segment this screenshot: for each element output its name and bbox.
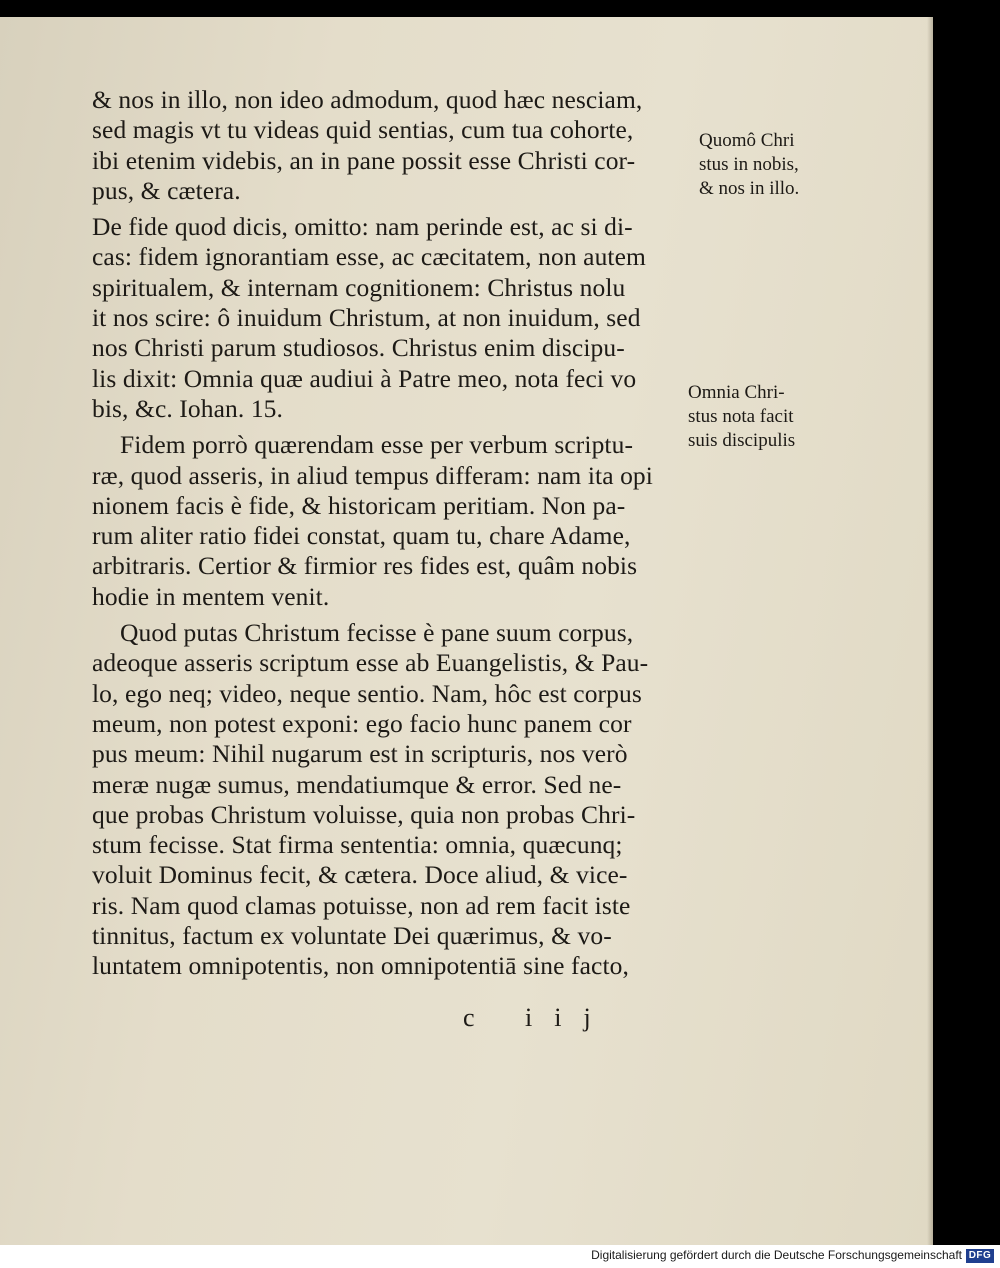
main-text-block (92, 85, 684, 982)
paragraph-1 (92, 85, 684, 206)
text-line: lis dixit: Omnia quæ audiui à Patre meo, nota feci vo (92, 363, 637, 393)
text-line: lo, ego neq; video, neque sentio. Nam, hôc est corpus (92, 678, 642, 708)
margin-note-line: suis discipulis (688, 430, 796, 451)
text-line: tinnitus, factum ex voluntate Dei quærimus, & vo- (92, 921, 612, 951)
text-line: Fidem porrò quærendam esse per verbum scriptu- (120, 430, 634, 460)
paragraph-4 (92, 618, 684, 982)
text-line: pus, & cætera. (92, 175, 241, 205)
text-line: rum aliter ratio fidei constat, quam tu, chare Adame, (92, 521, 631, 551)
text-line: arbitraris. Certior & firmior res fides est, quâm nobis (92, 551, 638, 581)
text-line: meræ nugæ sumus, mendatiumque & error. Sed ne- (92, 769, 622, 799)
footer-bar (0, 1245, 1000, 1268)
text-line: sed magis vt tu videas quid sentias, cum tua cohorte, (92, 115, 634, 145)
text-line: spiritualem, & internam cognitionem: Christus nolu (92, 272, 626, 302)
funding-credit: Digitalisierung gefördert durch die Deutsche Forschungsgemeinschaft (591, 1248, 962, 1262)
text-line: luntatem omnipotentis, non omnipotentiā sine facto, (92, 951, 629, 981)
text-line: voluit Dominus fecit, & cætera. Doce aliud, & vice- (92, 860, 628, 890)
text-line: bis, &c. Iohan. 15. (92, 393, 283, 423)
text-line: it nos scire: ô inuidum Christum, at non inuidum, sed (92, 303, 641, 333)
text-line: pus meum: Nihil nugarum est in scripturis, nos verò (92, 739, 628, 769)
text-line: meum, non potest exponi: ego facio hunc panem cor (92, 708, 632, 738)
text-line: nos Christi parum studiosos. Christus enim discipu- (92, 333, 625, 363)
text-line: cas: fidem ignorantiam esse, ac cæcitatem, non autem (92, 242, 646, 272)
text-line: ræ, quod asseris, in aliud tempus differam: nam ita opi (92, 460, 653, 490)
text-line: que probas Christum voluisse, quia non probas Chri- (92, 799, 636, 829)
text-line: hodie in mentem venit. (92, 581, 330, 611)
text-line: ibi etenim videbis, an in pane possit esse Christi cor- (92, 145, 636, 175)
text-line: De fide quod dicis, omitto: nam perinde est, ac si di- (92, 212, 633, 242)
signature-mark: c iij (463, 1003, 613, 1032)
text-line: nionem facis è fide, & historicam peritiam. Non pa- (92, 490, 626, 520)
margin-note-2 (688, 381, 828, 453)
text-line: stum fecisse. Stat firma sententia: omnia, quæcunq; (92, 830, 623, 860)
paragraph-2 (92, 212, 684, 424)
book-page (0, 17, 933, 1245)
margin-note-line: & nos in illo. (699, 178, 800, 199)
margin-note-1 (699, 129, 839, 201)
text-line: adeoque asseris scriptum esse ab Euangelistis, & Pau- (92, 648, 649, 678)
text-line: ris. Nam quod clamas potuisse, non ad rem facit iste (92, 890, 631, 920)
dfg-logo-icon: DFG (966, 1249, 994, 1263)
margin-note-line: Omnia Chri- (688, 382, 785, 403)
margin-note-line: stus in nobis, (699, 154, 799, 175)
margin-note-line: stus nota facit (688, 406, 794, 427)
paragraph-3 (92, 430, 684, 612)
margin-note-line: Quomô Chri (699, 130, 795, 151)
text-line: Quod putas Christum fecisse è pane suum corpus, (120, 618, 634, 648)
text-line: & nos in illo, non ideo admodum, quod hæc nesciam, (92, 85, 643, 114)
